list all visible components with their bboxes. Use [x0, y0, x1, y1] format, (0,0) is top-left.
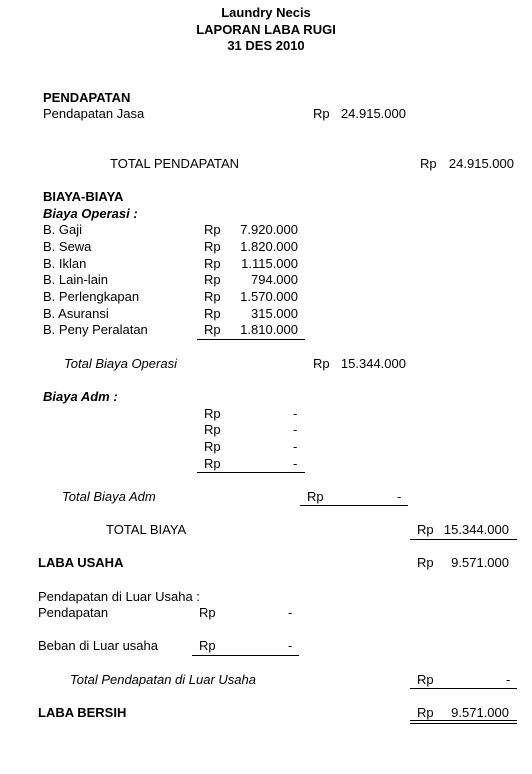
expense-currency: Rp [204, 272, 221, 287]
expense-currency: Rp [204, 306, 221, 321]
total-luar-usaha-currency: Rp [417, 672, 434, 687]
laba-usaha-currency: Rp [417, 555, 434, 570]
subtotal-rule [197, 472, 305, 473]
adm-dash: - [293, 439, 298, 454]
subtotal-rule [197, 339, 305, 340]
laba-bersih-value: 9.571.000 [451, 705, 509, 720]
expense-label: B. Sewa [43, 239, 92, 254]
total-pendapatan-currency: Rp [420, 156, 437, 171]
total-biaya-adm-label: Total Biaya Adm [62, 489, 156, 504]
report-title: LAPORAN LABA RUGI [196, 22, 336, 37]
expense-value: 794.000 [251, 272, 298, 287]
adm-currency: Rp [204, 406, 221, 421]
grand-total-double-rule [410, 720, 517, 724]
expense-label: B. Lain-lain [43, 272, 109, 287]
biaya-heading: BIAYA-BIAYA [43, 189, 124, 204]
luar-usaha-heading: Pendapatan di Luar Usaha : [38, 589, 200, 604]
expense-label: B. Gaji [43, 222, 83, 237]
expense-value: 7.920.000 [240, 222, 298, 237]
total-rule [410, 688, 517, 689]
expense-value: 315.000 [251, 306, 298, 321]
laba-usaha-label: LABA USAHA [38, 555, 124, 570]
beban-luar-dash: - [288, 638, 293, 653]
expense-value: 1.570.000 [240, 289, 298, 304]
pendapatan-jasa-currency: Rp [313, 106, 330, 121]
expense-value: 1.810.000 [240, 322, 298, 337]
pendapatan-jasa-label: Pendapatan Jasa [43, 106, 145, 121]
laba-bersih-currency: Rp [417, 705, 434, 720]
report-date: 31 DES 2010 [227, 38, 305, 53]
adm-currency: Rp [204, 456, 221, 471]
total-biaya-operasi-currency: Rp [313, 356, 330, 371]
total-biaya-currency: Rp [417, 522, 434, 537]
total-pendapatan-label: TOTAL PENDAPATAN [110, 156, 240, 171]
pendapatan-luar-dash: - [288, 605, 293, 620]
adm-dash: - [293, 456, 298, 471]
pendapatan-luar-label: Pendapatan [38, 605, 109, 620]
total-luar-usaha-dash: - [506, 672, 511, 687]
total-biaya-label: TOTAL BIAYA [106, 522, 187, 537]
expense-label: B. Iklan [43, 256, 87, 271]
pendapatan-heading: PENDAPATAN [43, 90, 131, 105]
pendapatan-jasa-value: 24.915.000 [340, 106, 406, 121]
expense-value: 1.820.000 [240, 239, 298, 254]
laba-usaha-value: 9.571.000 [451, 555, 509, 570]
biaya-adm-heading: Biaya Adm : [43, 389, 118, 404]
expense-value: 1.115.000 [241, 256, 298, 271]
total-luar-usaha-label: Total Pendapatan di Luar Usaha [70, 672, 256, 687]
adm-dash: - [293, 422, 298, 437]
pendapatan-luar-currency: Rp [199, 605, 216, 620]
biaya-operasi-heading: Biaya Operasi : [43, 206, 138, 221]
adm-currency: Rp [204, 439, 221, 454]
subtotal-rule [300, 505, 408, 506]
adm-dash: - [293, 406, 298, 421]
expense-label: B. Perlengkapan [43, 289, 140, 304]
total-pendapatan-value: 24.915.000 [448, 156, 514, 171]
expense-label: B. Peny Peralatan [43, 322, 148, 337]
total-rule [410, 539, 517, 540]
expense-currency: Rp [204, 222, 221, 237]
laba-bersih-label: LABA BERSIH [38, 705, 127, 720]
beban-luar-label: Beban di Luar usaha [38, 638, 158, 653]
total-biaya-adm-dash: - [397, 489, 402, 504]
expense-label: B. Asuransi [43, 306, 109, 321]
total-biaya-operasi-label: Total Biaya Operasi [64, 356, 177, 371]
expense-currency: Rp [204, 289, 221, 304]
total-biaya-adm-currency: Rp [307, 489, 324, 504]
expense-currency: Rp [204, 322, 221, 337]
total-biaya-operasi-value: 15.344.000 [340, 356, 406, 371]
company-name: Laundry Necis [221, 5, 311, 20]
adm-currency: Rp [204, 422, 221, 437]
total-biaya-value: 15.344.000 [443, 522, 509, 537]
expense-currency: Rp [204, 239, 221, 254]
expense-currency: Rp [204, 256, 221, 271]
beban-luar-currency: Rp [199, 638, 216, 653]
subtotal-rule [192, 655, 299, 656]
